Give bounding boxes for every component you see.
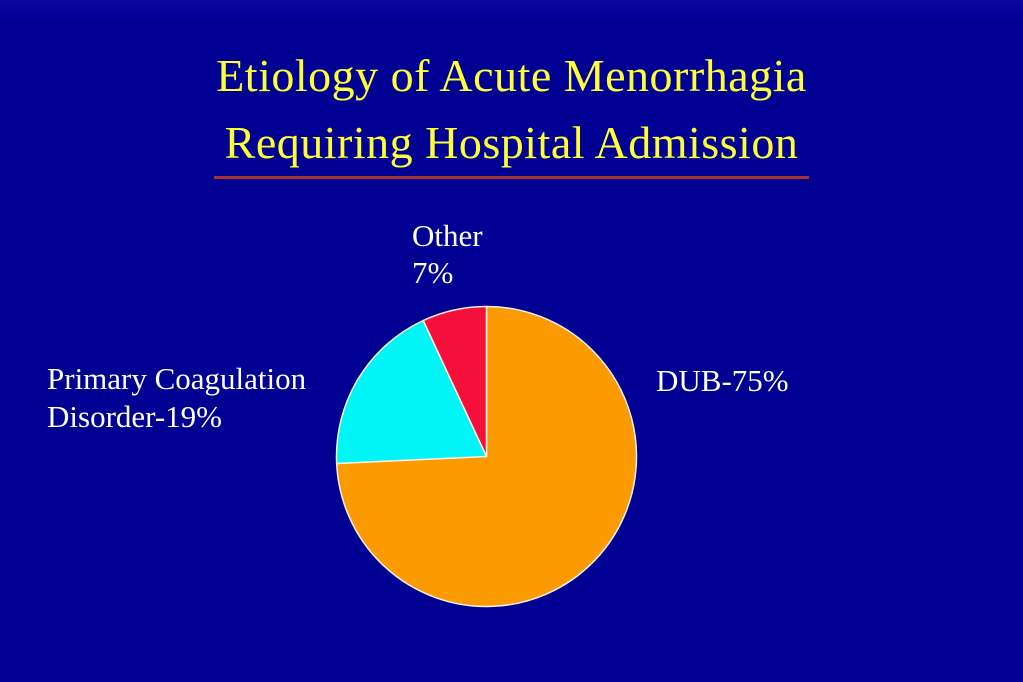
slide-title-line-2: Requiring Hospital Admission	[0, 109, 1023, 179]
pie-label-other: Other 7%	[412, 218, 483, 290]
pie-label-primary-coagulation-disorder: Primary Coagulation Disorder-19%	[47, 361, 307, 434]
pie-label-dub: DUB-75%	[656, 363, 789, 398]
slide-title-line-1: Etiology of Acute Menorrhagia	[216, 50, 807, 101]
